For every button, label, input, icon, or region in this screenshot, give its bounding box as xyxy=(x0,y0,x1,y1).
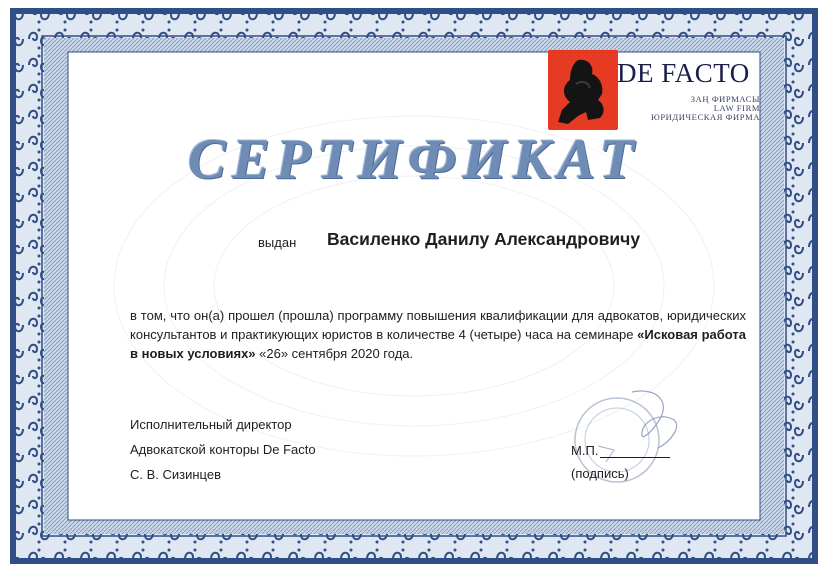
signatory-name: С. В. Сизинцев xyxy=(130,467,221,482)
seal-label: М.П. xyxy=(571,443,599,458)
seal-stamp xyxy=(562,372,692,502)
logo-subtitle-en: LAW FIRM xyxy=(713,103,760,113)
seminar-date: «26» сентября 2020 года. xyxy=(255,346,414,361)
body-text: в том, что он(а) прошел (прошла) программу повышения квалификации для адвокатов, юридических консультантов и практикующих юристов в количестве 4 (четыре) часа на семинаре xyxy=(130,308,746,342)
signatory-organization: Адвокатской конторы De Facto xyxy=(130,442,316,457)
logo-subtitle-kz: ЗАҢ ФИРМАСЫ xyxy=(690,94,760,104)
logo-name: DE FACTO xyxy=(617,58,750,88)
recipient-name: Василенко Данилу Александровичу xyxy=(327,229,641,249)
issued-label: выдан xyxy=(258,235,297,250)
signature-line xyxy=(600,457,670,458)
signature-caption: (подпись) xyxy=(571,466,629,481)
signatory-position: Исполнительный директор xyxy=(130,417,292,432)
seminar-title: «Исковая работа в новых условиях» xyxy=(130,327,746,361)
logo-subtitle-ru: ЮРИДИЧЕСКАЯ ФИРМА xyxy=(650,112,760,122)
thinker-logo-icon xyxy=(548,50,618,130)
certificate-body xyxy=(130,306,746,363)
certificate-title: СЕРТИФИКАТ xyxy=(187,128,641,191)
